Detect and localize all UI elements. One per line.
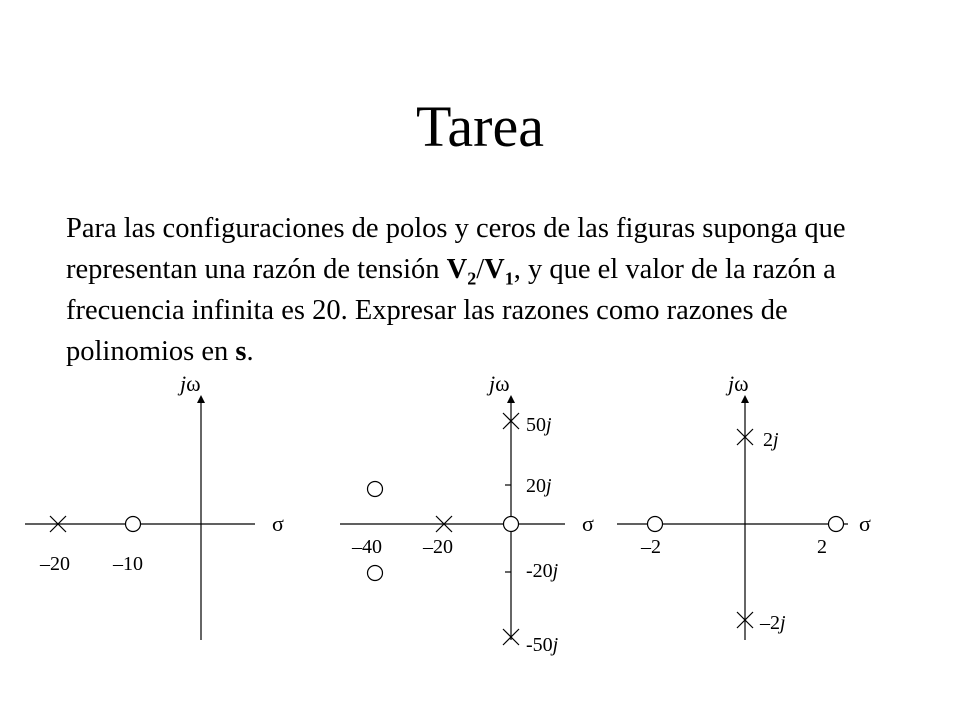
- statement-text-1: Para las configuraciones de polos y ceros de las figuras suponga que representan una razón de tensión: [66, 213, 846, 285]
- imag-tick-label: 50j: [526, 414, 552, 436]
- real-tick-label: –10: [113, 553, 143, 575]
- zero-marker: [829, 517, 844, 532]
- pole-zero-diagram-1: [25, 371, 284, 640]
- real-tick-label: –2: [641, 536, 661, 558]
- imag-tick-label: 2j: [763, 429, 779, 451]
- voltage-v1: $V_1$: [484, 254, 514, 289]
- real-tick-label: 2: [817, 536, 827, 558]
- real-tick-label: –40: [352, 536, 382, 558]
- zero-marker: [368, 566, 383, 581]
- real-tick-label: –20: [40, 553, 70, 575]
- imag-tick-label: 20j: [526, 475, 552, 497]
- real-axis-label: σ: [582, 511, 594, 536]
- statement-end: .: [246, 336, 254, 367]
- imag-tick-label: -20j: [526, 560, 559, 582]
- pole-zero-diagram-2: [340, 371, 594, 656]
- zero-marker: [648, 517, 663, 532]
- variable-s: s: [235, 336, 247, 367]
- imag-axis-label: jω: [489, 371, 510, 396]
- statement-text-2: , y que el valor de la razón a frecuencia infinita es 20. Expresar las razones como razones de polinomios en: [66, 254, 836, 367]
- pole-zero-diagram-3: [617, 371, 871, 640]
- imag-tick-label: -50j: [526, 634, 559, 656]
- imag-axis-label: jω: [180, 371, 201, 396]
- imag-tick-label: –2j: [760, 612, 786, 634]
- imag-axis-label: jω: [728, 371, 749, 396]
- real-tick-label: –20: [423, 536, 453, 558]
- zero-marker: [368, 482, 383, 497]
- ratio-slash: /: [476, 254, 485, 285]
- slide-title: Tarea: [416, 94, 544, 159]
- zero-marker: [504, 517, 519, 532]
- zero-marker: [126, 517, 141, 532]
- real-axis-label: σ: [272, 511, 284, 536]
- real-axis-label: σ: [859, 511, 871, 536]
- voltage-v2: $V_2$: [446, 254, 477, 289]
